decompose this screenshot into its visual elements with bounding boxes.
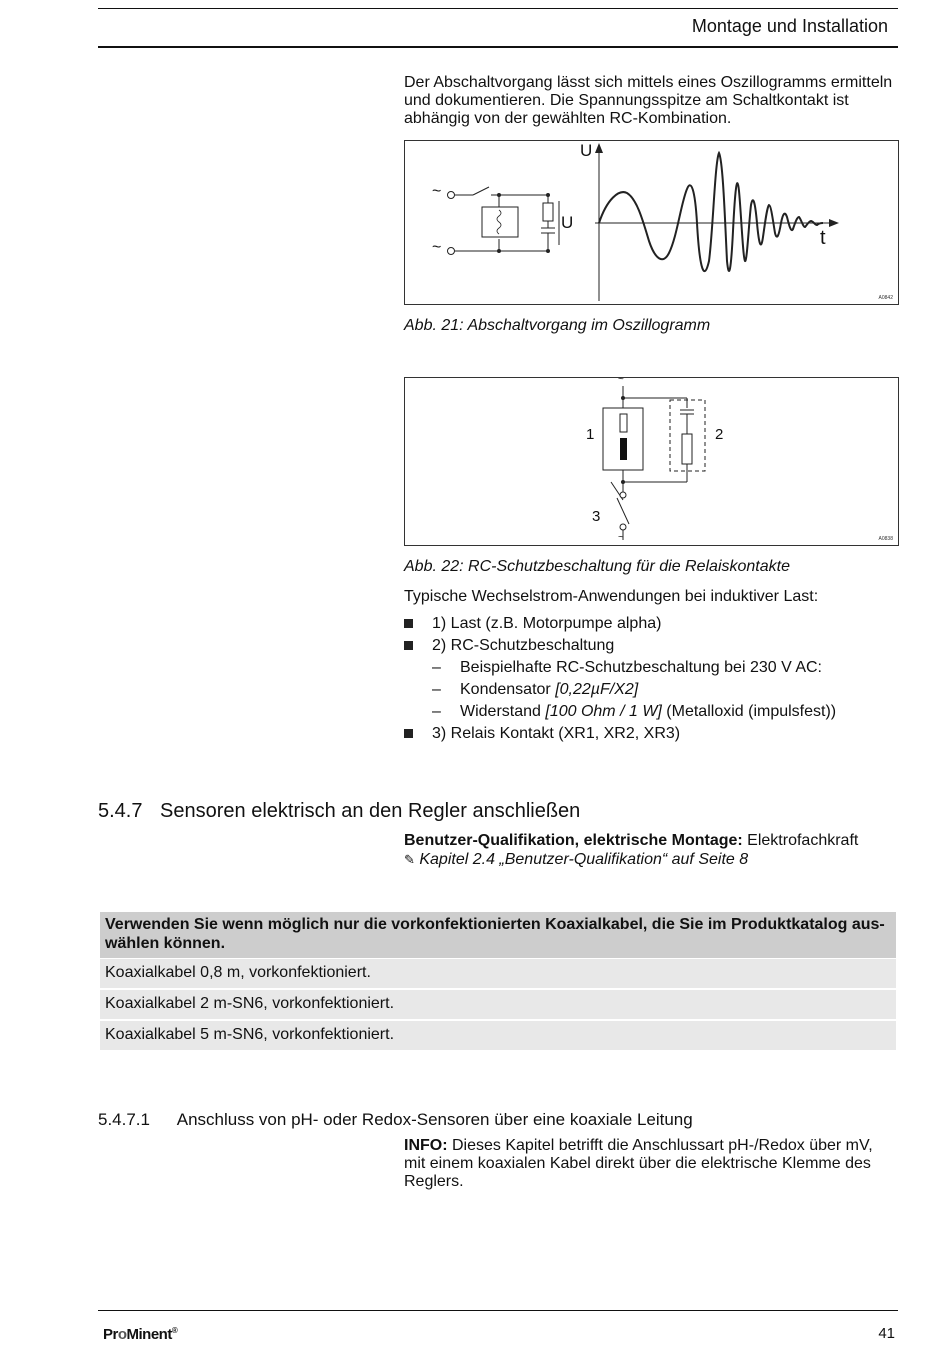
cross-reference-link[interactable]	[404, 851, 748, 869]
list-item-text: 3) Relais Kontakt (XR1, XR2, XR3)	[432, 725, 681, 742]
section-heading-5-4-7-1	[98, 1110, 693, 1130]
header-bottom-rule	[98, 46, 898, 48]
header-top-rule	[98, 8, 898, 9]
info-text: Dieses Kapitel betrifft die Anschlussart pH-/Redox über mV, mit einem koaxialen Kabel direkt über die elektrische Klemme des Reglers.	[404, 1137, 873, 1190]
page-number: 41	[878, 1325, 895, 1342]
sub-list-item	[404, 679, 898, 701]
figure-21-caption: Abb. 21: Abschaltvorgang im Oszillogramm	[404, 317, 711, 334]
table-row: Koaxialkabel 2 m-SN6, vorkonfektioniert.	[100, 990, 896, 1019]
table-row: Koaxialkabel 5 m-SN6, vorkonfektioniert.	[100, 1021, 896, 1050]
axis-label-u: U	[580, 141, 593, 160]
figure-id: A0838	[878, 536, 893, 542]
sub-list-item-text: Kondensator	[460, 681, 556, 698]
sub-list-item	[404, 657, 898, 679]
qualification-value: Elektrofachkraft	[742, 832, 859, 849]
figure-oscillogram	[404, 140, 899, 305]
reference-text: Kapitel 2.4 „Benutzer-Qualifikation“ auf Seite 8	[414, 851, 749, 868]
sub-list-item	[404, 701, 898, 723]
ac-source-tilde-top: ~	[432, 183, 442, 200]
circuit-tilde-bottom: ~	[618, 532, 624, 543]
section-number: 5.4.7.1	[98, 1110, 150, 1129]
ac-source-tilde-bottom: ~	[432, 239, 442, 256]
bullet-square-icon	[404, 729, 413, 738]
circuit-label-3: 3	[592, 508, 601, 525]
circuit-voltage-label: U	[561, 213, 574, 232]
list-item-text: 1) Last (z.B. Motorpumpe alpha)	[432, 615, 662, 632]
info-paragraph	[404, 1137, 898, 1191]
list-item	[404, 635, 898, 657]
bullet-square-icon	[404, 619, 413, 628]
footer-rule	[98, 1310, 898, 1311]
figure-id: A0842	[878, 295, 893, 301]
figure-22-caption: Abb. 22: RC-Schutzbeschaltung für die Relaiskontakte	[404, 558, 790, 575]
info-label: INFO:	[404, 1137, 448, 1154]
dash-bullet: –	[432, 659, 441, 676]
capacitor-value: [0,22µF/X2]	[555, 681, 639, 698]
section-number: 5.4.7	[98, 800, 143, 822]
page-header-title: Montage und Installation	[691, 16, 888, 36]
circuit-tilde-top: ~	[618, 374, 624, 385]
qualification-label: Benutzer-Qualifikation, elektrische Montage:	[404, 832, 743, 849]
oscillogram-diagram	[405, 141, 898, 304]
table-header: Verwenden Sie wenn möglich nur die vorkonfektionierten Koaxialkabel, die Sie im Produktkatalog auswählen können.	[100, 912, 896, 958]
rc-circuit-diagram	[405, 378, 898, 545]
sub-list-item-text: Widerstand	[460, 703, 546, 720]
qualification-line	[404, 832, 858, 850]
circuit-label-1: 1	[586, 426, 595, 443]
dash-bullet: –	[432, 681, 441, 698]
section-title: Sensoren elektrisch an den Regler anschließen	[160, 800, 581, 822]
circuit-label-2: 2	[715, 426, 724, 443]
axis-label-t: t	[820, 227, 826, 249]
intro-paragraph: Der Abschaltvorgang lässt sich mittels eines Oszillogramms ermitteln und dokumentieren. Die Spannungsspitze am Schaltkontakt ist abhängig von der gewählten RC-Kombination.	[404, 74, 893, 127]
list-item-text: 2) RC-Schutzbeschaltung	[432, 637, 615, 654]
section-title: Anschluss von pH- oder Redox-Sensoren über eine koaxiale Leitung	[176, 1110, 693, 1129]
figure-rc-circuit	[404, 374, 899, 546]
sub-list-item-text: Beispielhafte RC-Schutzbeschaltung bei 230 V AC:	[460, 659, 822, 676]
bullet-square-icon	[404, 641, 413, 650]
table-row: Koaxialkabel 0,8 m, vorkonfektioniert.	[100, 959, 896, 988]
dash-bullet: –	[432, 703, 441, 720]
arrow-reference-icon: ✎	[404, 852, 415, 867]
prominent-logo: ProMinent®	[103, 1326, 178, 1343]
section-heading-5-4-7	[98, 800, 580, 823]
resistor-value: [100 Ohm / 1 W]	[545, 703, 662, 720]
applications-list	[404, 613, 898, 745]
list-item	[404, 723, 898, 745]
list-item	[404, 613, 898, 635]
resistor-type: (Metalloxid (impulsfest))	[661, 703, 837, 720]
applications-intro: Typische Wechselstrom-Anwendungen bei induktiver Last:	[404, 588, 819, 605]
